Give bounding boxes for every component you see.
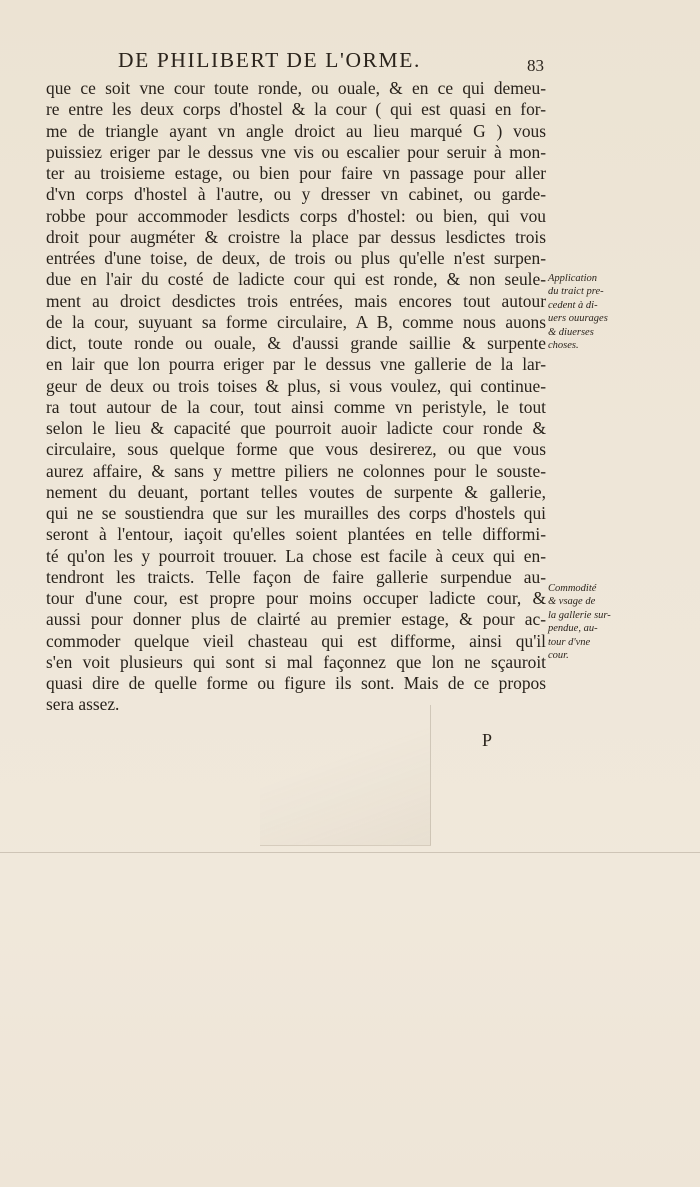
text-line: s'en voit plusieurs qui sont si mal façonnez que lon ne sçauroit — [46, 651, 546, 672]
text-line: nement du deuant, portant telles voutes de surpente & gallerie, — [46, 481, 546, 502]
plate-impression — [260, 705, 431, 846]
margin-note-line: uers ouurages — [548, 313, 608, 325]
margin-note-line: la gallerie sur- — [548, 609, 611, 621]
text-line: sera assez. — [46, 694, 120, 715]
margin-note-line: Commodité — [548, 583, 597, 594]
running-title: DE PHILIBERT DE L'ORME. — [118, 48, 421, 72]
margin-note-line: pendue, au- — [548, 623, 598, 635]
signature-mark: P — [482, 730, 493, 750]
text-line: circulaire, sous quelque forme que vous desirerez, ou que vous — [46, 439, 546, 460]
text-line: re entre les deux corps d'hostel & la cour ( qui est quasi en for- — [46, 99, 546, 120]
text-line: due en l'air du costé de ladicte cour qui est ronde, & non seule- — [46, 269, 546, 290]
margin-note-line: & diuerses — [548, 326, 594, 338]
body-text — [46, 78, 546, 716]
margin-note-line: & vsage de — [548, 596, 596, 608]
text-line: tour d'une cour, est propre pour moins occuper ladicte cour, & — [46, 588, 546, 608]
text-line: commoder quelque vieil chasteau qui est difforme, ainsi qu'il — [46, 630, 546, 651]
text-line: que ce soit vne cour toute ronde, ou ouale, & en ce qui demeu- — [46, 78, 546, 98]
margin-note-commodite — [548, 582, 628, 662]
margin-note-line: du traict pre- — [548, 286, 604, 298]
margin-note-line: Application — [548, 273, 597, 284]
text-line: quasi dire de quelle forme ou figure ils sont. Mais de ce propos — [46, 673, 546, 693]
text-line: en lair que lon pourra eriger par le dessus vne gallerie de la lar- — [46, 354, 546, 375]
text-line: qui ne se soustiendra que sur les murailles des corps d'hostels qui — [46, 503, 546, 523]
margin-note-line: cour. — [548, 650, 569, 662]
text-line: de la cour, suyuant sa forme circulaire, A B, comme nous auons — [46, 311, 546, 332]
margin-note-line: cedent à di- — [548, 299, 598, 311]
text-line: seront à l'entour, iaçoit qu'elles soient plantées en telle difformi- — [46, 524, 546, 545]
page-crease — [0, 852, 700, 853]
text-line: robbe pour accommoder lesdicts corps d'hostel: ou bien, qui vou — [46, 205, 546, 226]
text-line: entrées d'une toise, de deux, de trois ou plus qu'elle n'est surpen- — [46, 248, 546, 268]
text-line: droit pour augméter & croistre la place par dessus lesdictes trois — [46, 226, 546, 247]
text-line: selon le lieu & capacité que pourroit auoir ladicte cour ronde & — [46, 418, 546, 438]
text-line: ra tout autour de la cour, tout ainsi comme vn peristyle, le tout — [46, 396, 546, 417]
margin-note-application — [548, 272, 628, 352]
page-number: 83 — [527, 56, 544, 75]
margin-note-line: tour d'vne — [548, 636, 591, 648]
text-line: té qu'on les y pourroit trouuer. La chose est facile à ceux qui en- — [46, 545, 546, 566]
text-line: ter au troisieme estage, ou bien pour faire vn passage pour aller — [46, 163, 546, 183]
text-line: me de triangle ayant vn angle droict au lieu marqué G ) vous — [46, 120, 546, 141]
text-line: d'vn corps d'hostel à l'autre, ou y dresser vn cabinet, ou garde- — [46, 184, 546, 205]
text-line: dict, toute ronde ou ouale, & d'aussi grande saillie & surpente — [46, 333, 546, 353]
text-line: puissiez eriger par le dessus vne vis ou escalier pour seruir à mon- — [46, 141, 546, 162]
text-line: geur de deux ou trois toises & plus, si vous voulez, qui continue- — [46, 375, 546, 396]
text-line: aurez affaire, & sans y mettre piliers ne colonnes pour le souste- — [46, 460, 546, 481]
text-line: ment au droict desdictes trois entrées, mais encores tout autour — [46, 290, 546, 311]
text-line: aussi pour donner plus de clairté au premier estage, & pour ac- — [46, 609, 546, 630]
text-line: tendront les traicts. Telle façon de faire gallerie surpendue au- — [46, 566, 546, 587]
margin-note-line: choses. — [548, 340, 579, 352]
